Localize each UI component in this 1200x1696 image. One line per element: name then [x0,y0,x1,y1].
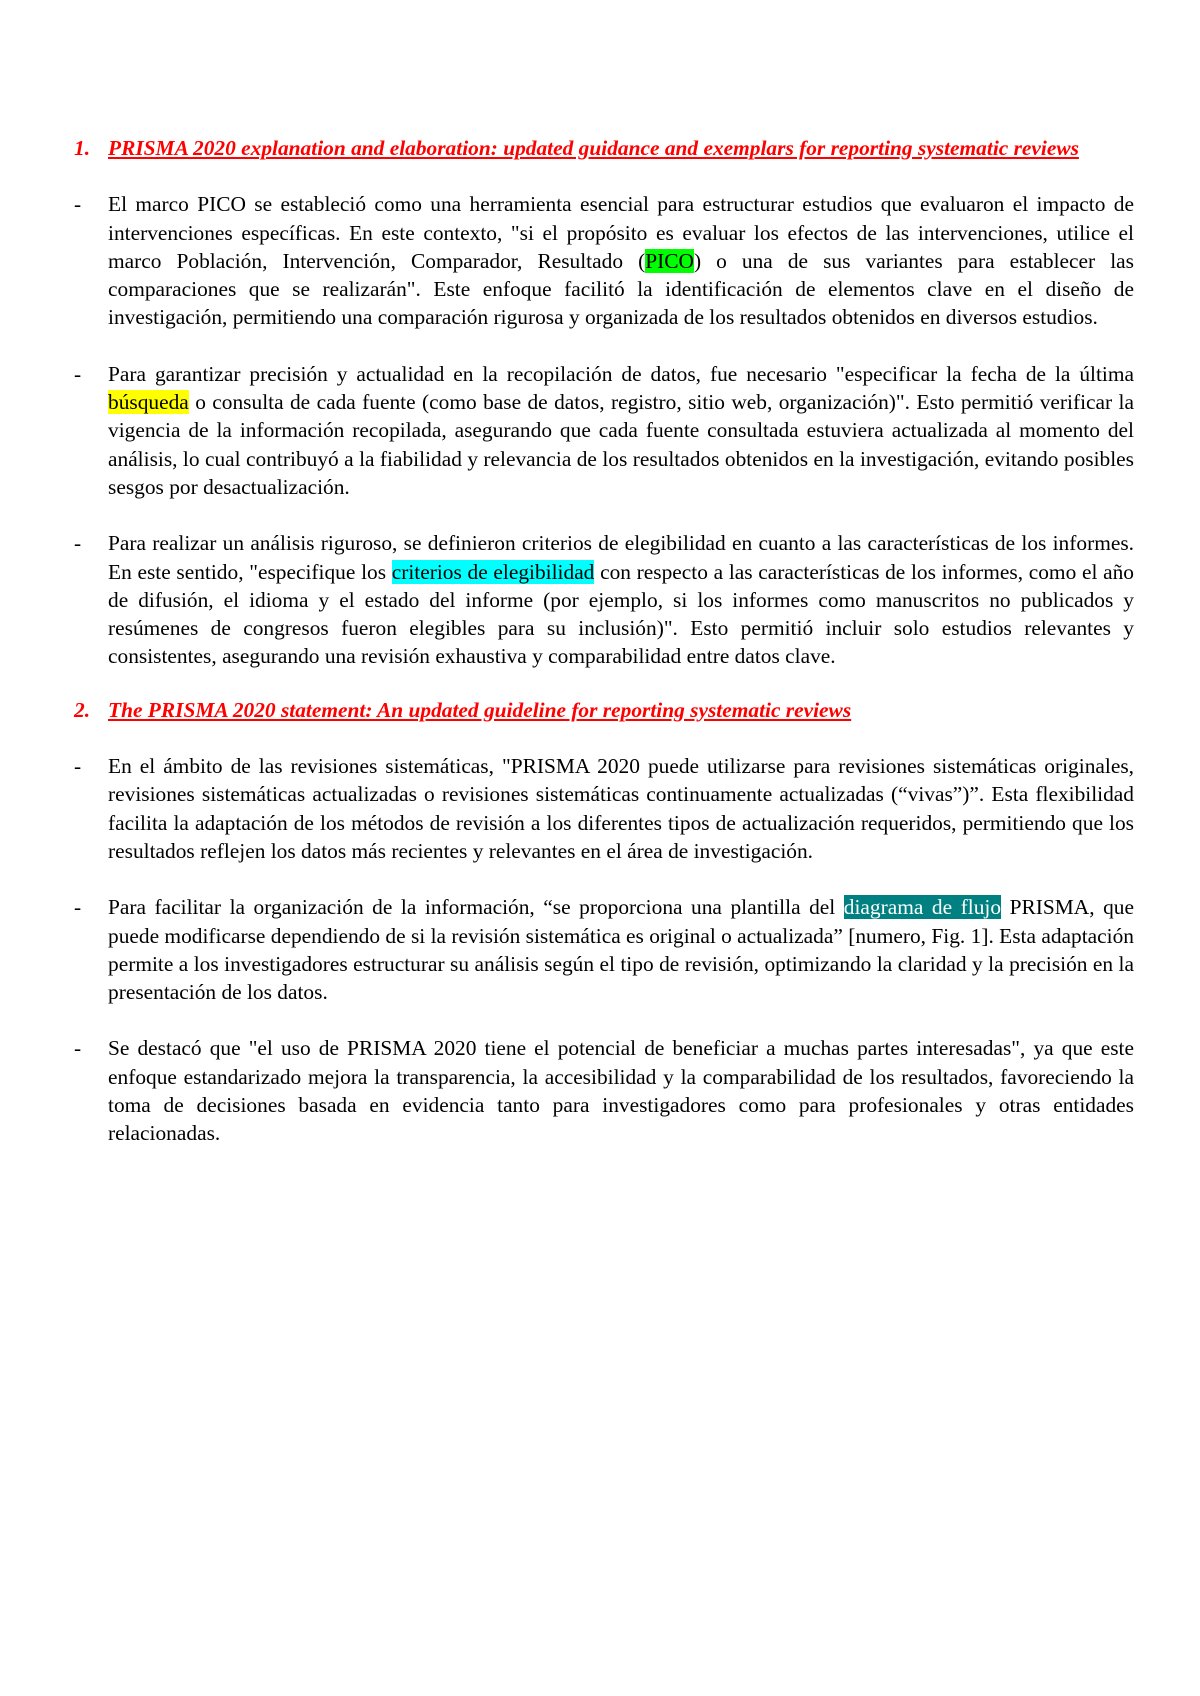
paragraph-text: o consulta de cada fuente (como base de datos, registro, sitio web, organización)". Esto permitió verificar la vigencia de la información recopilada, asegurando que cada fuente consultada estuviera actualizada al momento del análisis, lo cual contribuyó a la fiabilidad y relevancia de los resultados obtenidos en la investigación, evitando posibles sesgos por desactualización. [108,390,1134,499]
section-1-paragraph-2 [74,360,1134,501]
section-1-paragraph-1 [74,190,1134,331]
paragraph-text: ) o una de sus variantes para establecer las comparaciones que se realizarán". Este enfoque facilitó la identificación de elementos clave en el diseño de investigación, permitiendo una comparación rigurosa y organizada de los resultados obtenidos en diversos estudios. [108,248,1134,330]
section-1-title: PRISMA 2020 explanation and elaboration: updated guidance and exemplars for reporting systematic reviews [108,136,1079,160]
document-page [74,134,1134,1148]
bullet-dash: - [74,192,82,217]
paragraph-text: En el ámbito de las revisiones sistemáticas, "PRISMA 2020 puede utilizarse para revisiones sistemáticas originales, revisiones sistemáticas actualizadas o revisiones sistemáticas continuamente actualizadas (“vivas”)”. Esta flexibilidad facilita la adaptación de los métodos de revisión a los diferentes tipos de actualización requeridos, permitiendo que los resultados reflejen los datos más recientes y relevantes en el área de investigación. [108,754,1134,863]
section-2-paragraph-1 [74,752,1134,865]
highlight-criterios: criterios de elegibilidad [391,559,595,584]
section-1-number: 1. [74,136,91,160]
highlight-pico: PICO [645,248,694,273]
section-2-title: The PRISMA 2020 statement: An updated guideline for reporting systematic reviews [108,697,852,722]
paragraph-text: Se destacó que "el uso de PRISMA 2020 tiene el potencial de beneficiar a muchas partes interesadas", ya que este enfoque estandarizado mejora la transparencia, la accesibilidad y la comparabilidad de los resultados, favoreciendo la toma de decisiones basada en evidencia tanto para investigadores como para profesionales y otras entidades relacionadas. [108,1036,1134,1146]
bullet-dash: - [74,531,82,556]
bullet-dash: - [74,895,82,920]
section-1-heading [74,134,1134,162]
section-2-heading [74,696,1134,724]
highlight-busqueda: búsqueda [108,390,189,415]
paragraph-text: El marco PICO se estableció como una herramienta esencial para estructurar estudios que evaluaron el impacto de intervenciones específicas. En este contexto, "si el propósito es evaluar los efectos de las intervenciones, utilice el marco Población, Intervención, Comparador, Resultado ( [108,192,1134,273]
paragraph-text: Para garantizar precisión y actualidad en la recopilación de datos, fue necesario "especificar la fecha de la última [108,361,1134,386]
bullet-dash: - [74,754,82,779]
section-2-number: 2. [74,697,91,722]
section-1-paragraph-3 [74,529,1134,670]
paragraph-text: Para realizar un análisis riguroso, se definieron criterios de elegibilidad en cuanto a las características de los informes. En este sentido, "especifique los [108,531,1134,584]
section-2-paragraph-3 [74,1034,1134,1147]
section-2-paragraph-2 [74,893,1134,1006]
highlight-diagrama: diagrama de flujo [843,895,1002,920]
paragraph-text: PRISMA, que puede modificarse dependiendo de si la revisión sistemática es original o actualizada” [numero, Fig. 1]. Esta adaptación permite a los investigadores estructurar su análisis según el tipo de revisión, optimizando la claridad y la precisión en la presentación de los datos. [108,895,1134,1005]
bullet-dash: - [74,361,82,386]
bullet-dash: - [74,1036,82,1061]
paragraph-text: Para facilitar la organización de la información, “se proporciona una plantilla del [108,895,844,920]
paragraph-text: con respecto a las características de los informes, como el año de difusión, el idioma y el estado del informe (por ejemplo, si los informes como manuscritos no publicados y resúmenes de congresos fueron elegibles para su inclusión)". Esto permitió incluir solo estudios relevantes y consistentes, asegurando una revisión exhaustiva y comparabilidad entre datos clave. [108,559,1134,669]
